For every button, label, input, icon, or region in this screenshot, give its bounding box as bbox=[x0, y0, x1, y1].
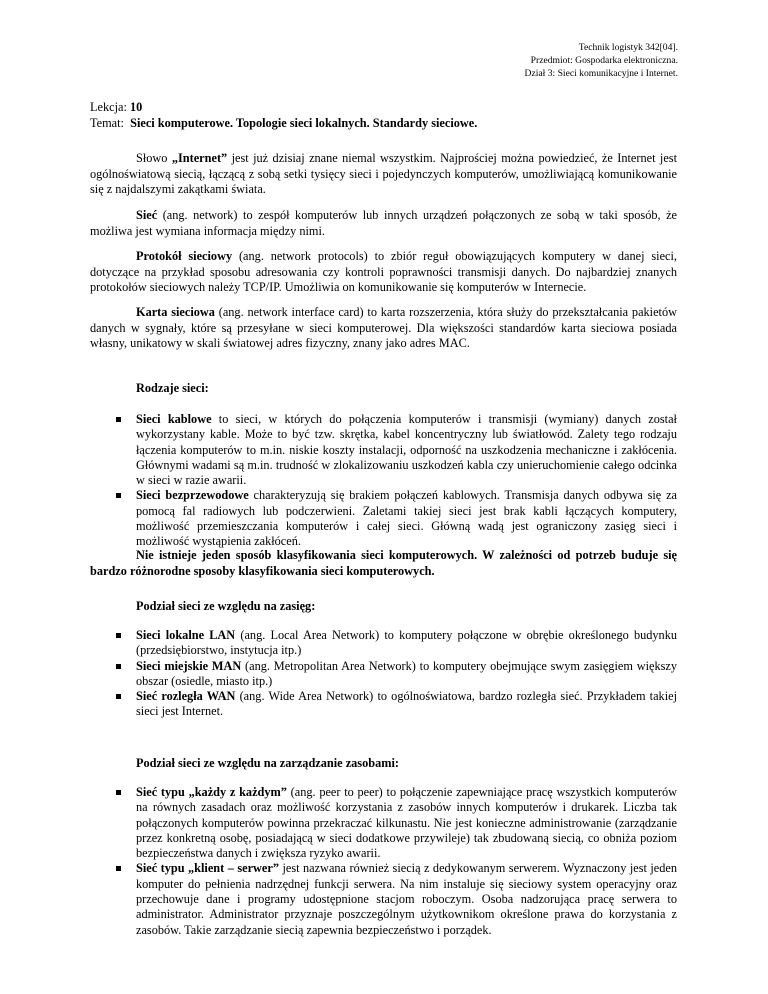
document-header bbox=[525, 41, 678, 80]
header-section: Dział 3: Sieci komunikacyjne i Internet. bbox=[524, 68, 678, 79]
lesson-line: Lekcja: 10 bbox=[90, 100, 143, 114]
list-zasoby bbox=[90, 785, 677, 938]
term-karta: Karta sieciowa bbox=[136, 305, 215, 319]
list-item: Sieć typu „klient – serwer” jest nazwana również siecią z dedykowanym serwerem. Wyznaczony jest jeden komputer do pełnienia nadrzędnej funkcji serwera. Na nim instaluje się sieciowy system operacyjny oraz przechowuje dane i programy udostępnione stacjom roboczym. Osoba nadzorująca pracę serwera to administrator. Administrator przyznaje poszczególnym użytkownikom określone prawa do korzystania z zasobów. Takie zarządzanie siecią zapewnia bezpieczeństwo i porządek. bbox=[90, 861, 677, 937]
bullet-icon bbox=[116, 694, 121, 699]
paragraph-karta: Karta sieciowa (ang. network interface card) to karta rozszerzenia, która służy do przekształcania pakietów danych w sygnały, które są przesyłane w sieci komputerowej. Dla większości standardów karta sieciowa posiada własny, unikatowy w skali światowej adres fizyczny, znany jako adres MAC. bbox=[90, 305, 677, 351]
list-item: Sieci kablowe to sieci, w których do połączenia komputerów i transmisji (wymiany) danych został wykorzystany kable. Może to być tzw. skrętka, kabel koncentryczny lub światłowód. Zalety tego rodzaju łączenia komputerów to m.in. niskie koszty instalacji, odporność na uszkodzenia mechaniczne i zakłócenia. Głównymi wadami są m.in. trudność w zlokalizowaniu uszkodzeń kabla czy unieruchomienie całego odcinka w sieci w razie awarii. bbox=[90, 412, 677, 488]
list-item: Sieć rozległa WAN (ang. Wide Area Network) to ogólnoświatowa, bardzo rozległa sieć. Przykładem takiej sieci jest Internet. bbox=[90, 689, 677, 720]
list-item: Sieci bezprzewodowe charakteryzują się brakiem połączeń kablowych. Transmisja danych odbywa się za pomocą fal radiowych lub podczerwieni. Zaletami takiej sieci jest brak kabli łączących komputery, możliwość przemieszczania komputerów i całej sieci. Główną wadą jest ograniczony zasięg sieci i możliwość wystąpienia zakłóceń. bbox=[90, 488, 677, 549]
list-item: Sieci miejskie MAN (ang. Metropolitan Area Network) to komputery obejmujące swym zasięgiem większy obszar (osiedle, miasto itp.) bbox=[90, 659, 677, 690]
header-subject: Przedmiot: Gospodarka elektroniczna. bbox=[530, 55, 678, 66]
list-item: Sieć typu „każdy z każdym” (ang. peer to peer) to połączenie zapewniające pracę wszystkich komputerów na równych zasadach oraz możliwość korzystania z zasobów innych komputerów i drukarek. Liczba tak połączonych komputerów powinna przekraczać kilkunastu. Nie jest konieczne administrowanie (zarządzanie przez konkretną osobę, posiadającą w sieci dodatkowe przywileje) tak zbudowaną siecią, co obniża poziom bezpieczeństwa danych i zwiększa ryzyko awarii. bbox=[90, 785, 677, 861]
lesson-number: 10 bbox=[129, 100, 143, 114]
bullet-icon bbox=[116, 493, 121, 498]
note-klasyfikacja: Nie istnieje jeden sposób klasyfikowania sieci komputerowych. W zależności od potrzeb buduje się bardzo różnorodne sposoby klasyfikowania sieci komputerowych. bbox=[90, 548, 677, 578]
heading-zasieg: Podział sieci ze względu na zasięg: bbox=[136, 599, 316, 613]
list-rodzaje bbox=[90, 412, 677, 550]
heading-zasoby: Podział sieci ze względu na zarządzanie zasobami: bbox=[136, 756, 399, 770]
paragraph-internet: Słowo „Internet” jest już dzisiaj znane niemal wszystkim. Najprościej można powiedzieć, że Internet jest ogólnoświatową siecią, łączącą z sobą setki tysięcy sieci i pojedynczych komputerów, umożliwiającą komunikowanie się z najdalszymi zakątkami świata. bbox=[90, 151, 677, 197]
paragraph-protokol: Protokół sieciowy (ang. network protocols) to zbiór reguł obowiązujących komputery w danej sieci, dotyczące na przykład sposobu adresowania czy kontroli poprawności transmisji danych. Do najbardziej znanych protokołów sieciowych należy TCP/IP. Umożliwia on komunikowanie się komputerów w Internecie. bbox=[90, 249, 677, 295]
bullet-icon bbox=[116, 664, 121, 669]
topic-line: Temat: Sieci komputerowe. Topologie sieci lokalnych. Standardy sieciowe. bbox=[90, 116, 478, 130]
bullet-icon bbox=[116, 866, 121, 871]
list-item: Sieci lokalne LAN (ang. Local Area Network) to komputery połączone w obrębie określonego budynku (przedsiębiorstwo, instytucja itp.) bbox=[90, 628, 677, 659]
bullet-icon bbox=[116, 633, 121, 638]
bullet-icon bbox=[116, 417, 121, 422]
list-zasieg bbox=[90, 628, 677, 720]
lesson-topic: Sieci komputerowe. Topologie sieci lokalnych. Standardy sieciowe. bbox=[130, 116, 478, 130]
paragraph-siec: Sieć (ang. network) to zespół komputerów lub innych urządzeń połączonych ze sobą w taki sposób, że możliwa jest wymiana informacja między nimi. bbox=[90, 208, 677, 238]
term-internet: „Internet” bbox=[171, 151, 228, 165]
bullet-icon bbox=[116, 790, 121, 795]
term-protokol: Protokół sieciowy bbox=[136, 249, 233, 263]
heading-rodzaje: Rodzaje sieci: bbox=[136, 381, 209, 395]
header-course: Technik logistyk 342[04]. bbox=[578, 42, 678, 53]
term-siec: Sieć bbox=[136, 208, 158, 222]
lesson-info bbox=[90, 99, 677, 131]
